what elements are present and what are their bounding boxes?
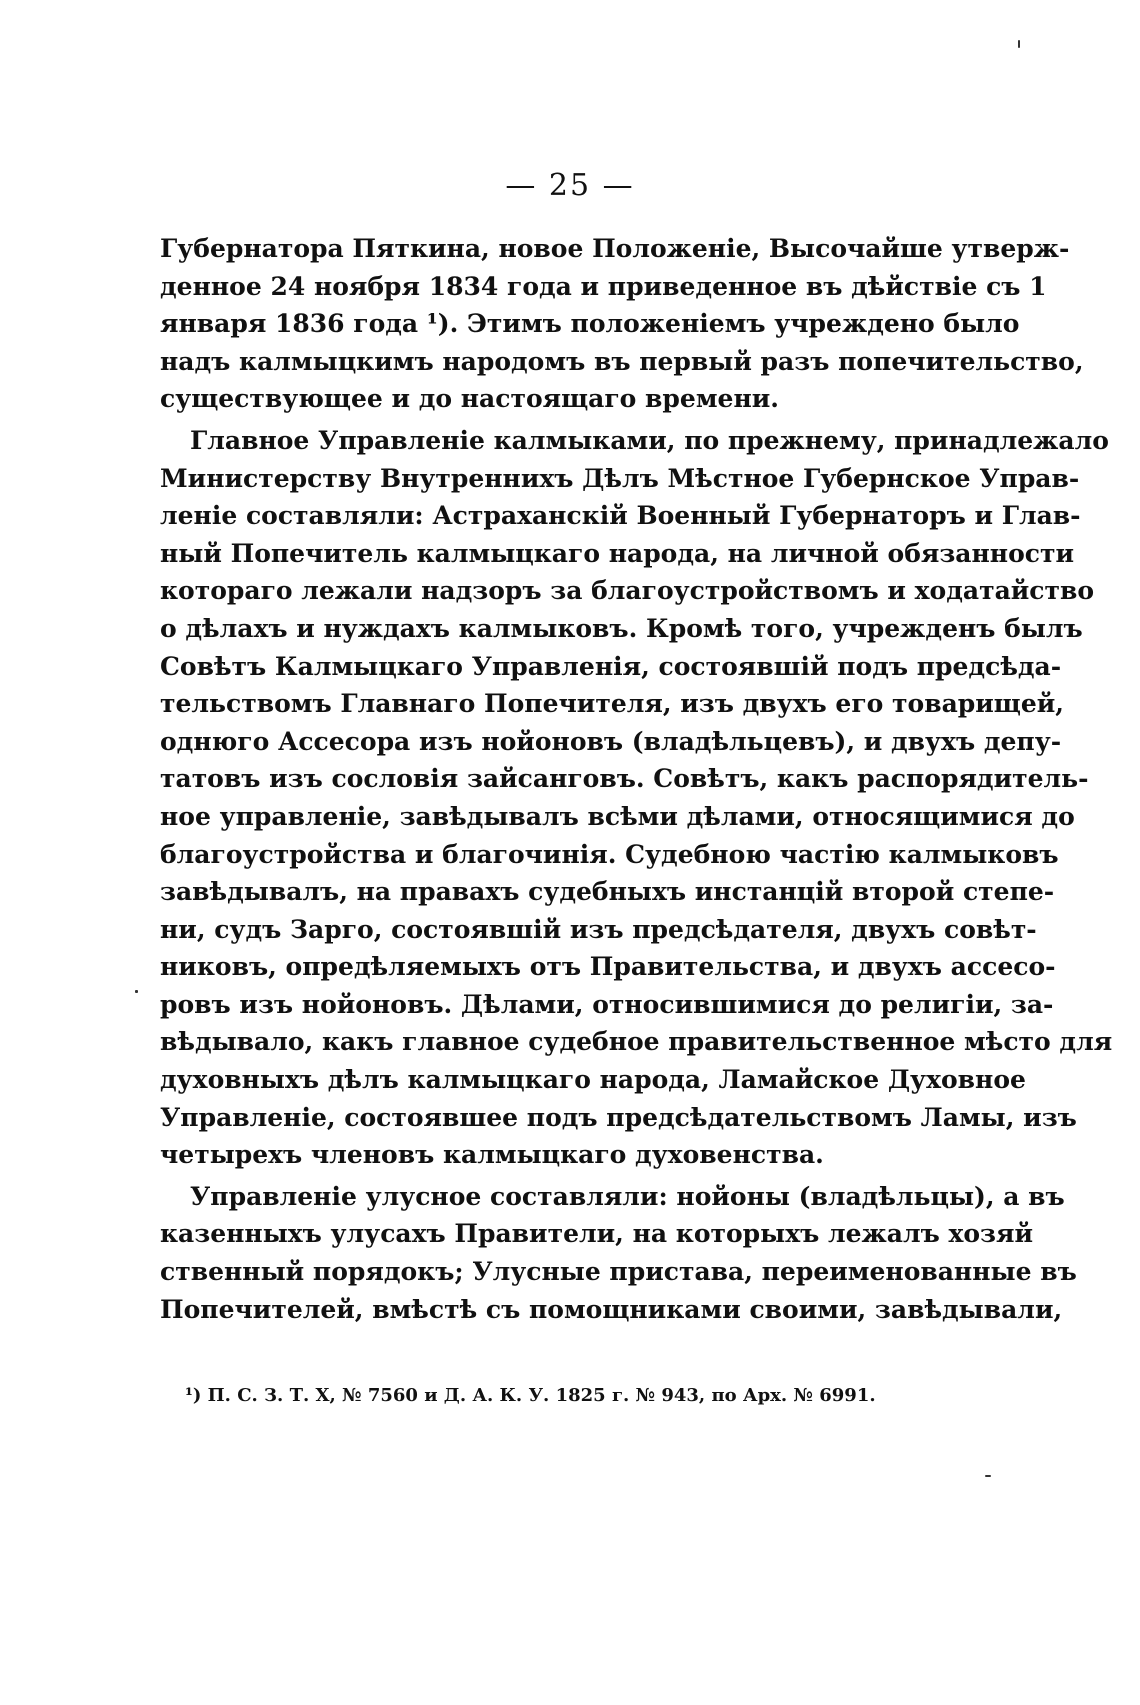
text-line: завѣдывалъ, на правахъ судебныхъ инстанцій второй степе- bbox=[160, 877, 1055, 907]
text-line: однюго Ассесора изъ нойоновъ (владѣльцевъ), и двухъ депу- bbox=[160, 726, 1062, 756]
text-line: духовныхъ дѣлъ калмыцкаго народа, Ламайское Духовное bbox=[160, 1065, 1026, 1095]
scan-speck bbox=[1018, 40, 1020, 48]
text-line: котораго лежали надзоръ за благоустройствомъ и ходатайство bbox=[160, 576, 1095, 606]
text-line: Главное Управленіе калмыками, по прежнему, принадлежало bbox=[190, 425, 1109, 455]
text-line: ровъ изъ нойоновъ. Дѣлами, относившимися до религіи, за- bbox=[160, 989, 1054, 1019]
text-line: существующее и до настоящаго времени. bbox=[160, 384, 779, 414]
text-line: никовъ, опредѣляемыхъ отъ Правительства, и двухъ ассесо- bbox=[160, 952, 1056, 982]
text-line: Управленіе, состоявшее подъ предсѣдательствомъ Ламы, изъ bbox=[160, 1102, 1077, 1132]
text-line: тельствомъ Главнаго Попечителя, изъ двухъ его товарищей, bbox=[160, 689, 1064, 719]
text-line: казенныхъ улусахъ Правители, на которыхъ лежалъ хозяй bbox=[160, 1219, 1034, 1249]
text-line: вѣдывало, какъ главное судебное правительственное мѣсто для bbox=[160, 1027, 1113, 1057]
text-line: ное управленіе, завѣдывалъ всѣми дѣлами, относящимися до bbox=[160, 801, 1075, 831]
text-line: Совѣтъ Калмыцкаго Управленія, состоявшій подъ предсѣда- bbox=[160, 651, 1062, 681]
text-line: ный Попечитель калмыцкаго народа, на личной обязанности bbox=[160, 538, 1075, 568]
text-line: Губернатора Пяткина, новое Положеніе, Высочайше утверж- bbox=[160, 234, 1070, 263]
text-line: Попечителей, вмѣстѣ съ помощниками своими, завѣдывали, bbox=[160, 1294, 1063, 1324]
text-line: ственный порядокъ; Улусные пристава, переименованные въ bbox=[160, 1257, 1077, 1287]
text-line: о дѣлахъ и нуждахъ калмыковъ. Кромѣ того, учрежденъ былъ bbox=[160, 613, 1083, 643]
text-line: надъ калмыцкимъ народомъ въ первый разъ попечительство, bbox=[160, 346, 1084, 376]
footnote: ¹) П. С. З. Т. X, № 7560 и Д. А. К. У. 1825 г. № 943, по Арх. № 6991. bbox=[185, 1385, 876, 1406]
text-line: леніе составляли: Астраханскій Военный Губернаторъ и Глав- bbox=[160, 501, 1081, 531]
text-line: Управленіе улусное составляли: нойоны (владѣльцы), а въ bbox=[190, 1181, 1065, 1211]
text-line: благоустройства и благочинія. Судебною частію калмыковъ bbox=[160, 839, 1059, 869]
scan-speck bbox=[135, 990, 138, 993]
text-line: четырехъ членовъ калмыцкаго духовенства. bbox=[160, 1140, 824, 1170]
page-number: — 25 — bbox=[505, 168, 635, 203]
text-line: января 1836 года ¹). Этимъ положеніемъ учреждено было bbox=[160, 309, 1020, 339]
text-line: Министерству Внутреннихъ Дѣлъ Мѣстное Губернское Управ- bbox=[160, 463, 1080, 493]
text-line: денное 24 ноября 1834 года и приведенное въ дѣйствіе съ 1 bbox=[160, 271, 1047, 301]
text-line: ни, судъ Зарго, состоявшій изъ предсѣдателя, двухъ совѣт- bbox=[160, 914, 1037, 944]
body-text bbox=[160, 230, 1113, 1328]
scan-speck bbox=[985, 1475, 991, 1477]
text-line: татовъ изъ сословія зайсанговъ. Совѣтъ, какъ распорядитель- bbox=[160, 764, 1089, 794]
